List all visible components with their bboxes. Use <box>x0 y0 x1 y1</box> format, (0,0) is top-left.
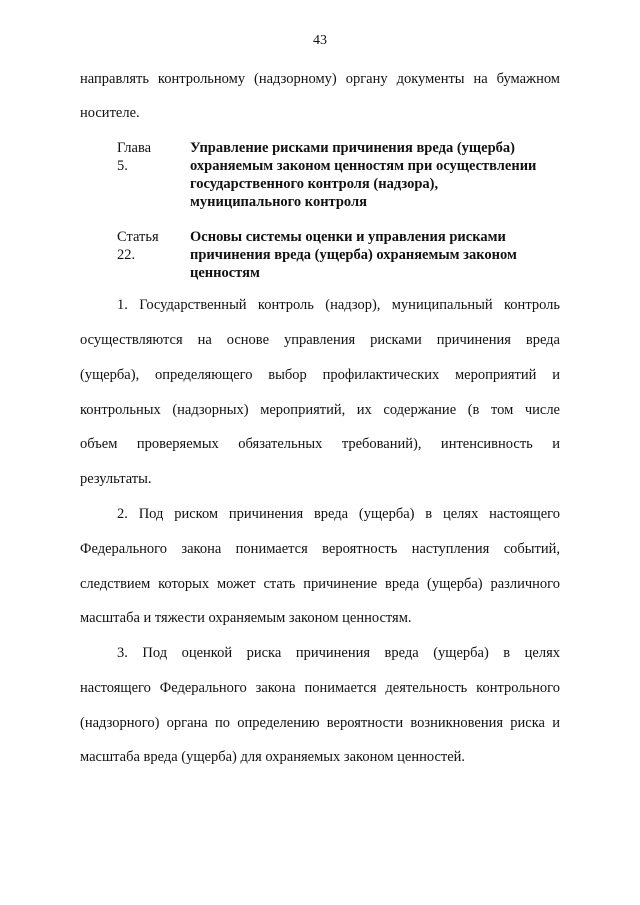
paragraph-line: контрольных (надзорных) мероприятий, их содержание (в том числе <box>80 402 560 418</box>
page-number: 43 <box>313 33 327 48</box>
article-title-line: причинения вреда (ущерба) охраняемым законом <box>190 247 517 263</box>
paragraph-line: 3. Под оценкой риска причинения вреда (ущерба) в целях <box>117 645 560 661</box>
chapter-title-line: муниципального контроля <box>190 194 367 210</box>
chapter-title-line: государственного контроля (надзора), <box>190 176 439 192</box>
intro-line: направлять контрольному (надзорному) органу документы на бумажном <box>80 71 560 87</box>
article-title-line: Основы системы оценки и управления рисками <box>190 229 506 245</box>
paragraph-line: (надзорного) органа по определению вероятности возникновения риска и <box>80 715 560 731</box>
paragraph-line: объем проверяемых обязательных требований), интенсивность и <box>80 436 560 452</box>
article-title-line: ценностям <box>190 265 260 281</box>
paragraph-line: следствием которых может стать причинение вреда (ущерба) различного <box>80 576 560 592</box>
paragraph-line: 1. Государственный контроль (надзор), муниципальный контроль <box>117 297 560 313</box>
chapter-title <box>190 139 560 211</box>
chapter-title-line: охраняемым законом ценностям при осуществлении <box>190 158 537 174</box>
paragraph-line: результаты. <box>80 471 152 487</box>
paragraph-line: масштаба и тяжести охраняемым законом ценностям. <box>80 610 412 626</box>
paragraph-line: осуществляются на основе управления рисками причинения вреда <box>80 332 560 348</box>
paragraph-line: Федерального закона понимается вероятность наступления событий, <box>80 541 560 557</box>
paragraph-line: масштаба вреда (ущерба) для охраняемых законом ценностей. <box>80 749 466 765</box>
chapter-label: Глава 5. <box>117 140 152 174</box>
article-label: Статья 22. <box>117 229 159 263</box>
article-title <box>190 228 560 282</box>
chapter-title-line: Управление рисками причинения вреда (ущерба) <box>190 140 515 156</box>
intro-line: носителе. <box>80 105 140 121</box>
paragraph-line: (ущерба), определяющего выбор профилактических мероприятий и <box>80 367 560 383</box>
paragraph-line: 2. Под риском причинения вреда (ущерба) в целях настоящего <box>117 506 560 522</box>
paragraph-line: настоящего Федерального закона понимается деятельность контрольного <box>80 680 560 696</box>
